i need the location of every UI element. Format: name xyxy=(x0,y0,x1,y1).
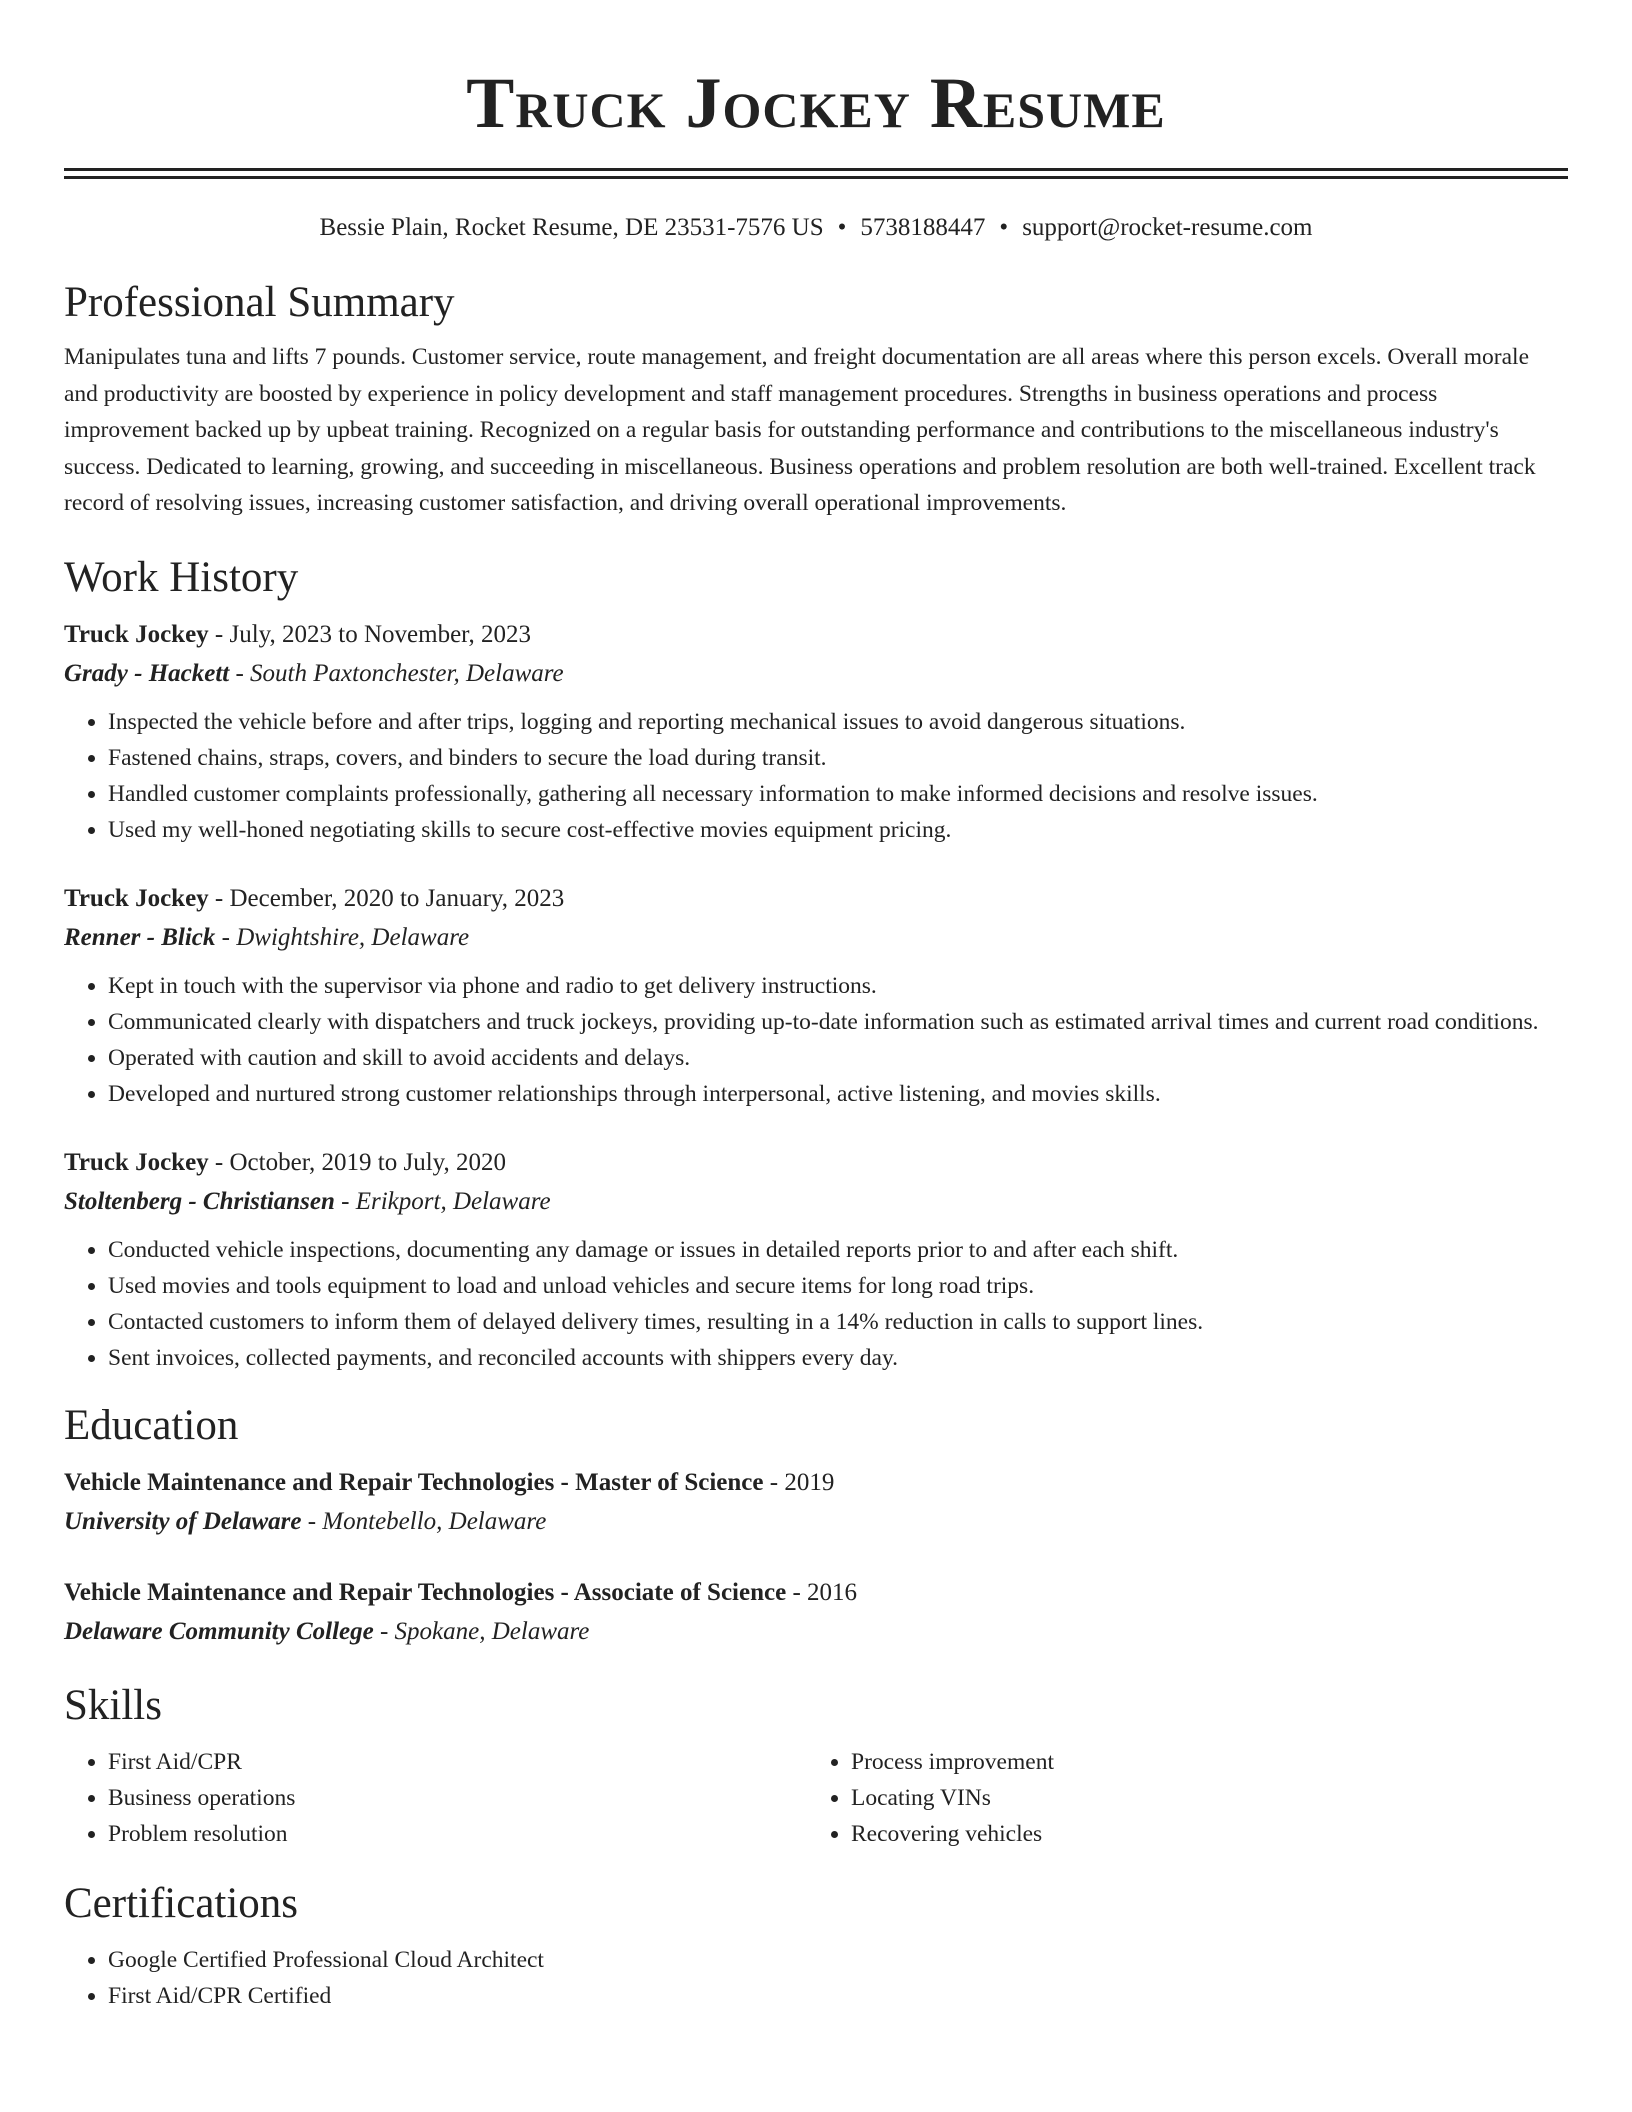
job-company-line xyxy=(64,1182,1568,1222)
skills-columns xyxy=(64,1734,1568,1852)
job-duties xyxy=(64,1232,1568,1376)
job-entry xyxy=(64,1144,1568,1376)
education-year: - 2019 xyxy=(763,1468,835,1496)
job-company: Grady - Hackett xyxy=(64,659,230,687)
list-item: • Handled customer complaints professionally, gathering all necessary information to make informed decisions and resolve issues. xyxy=(108,776,1568,812)
skills-section xyxy=(64,1678,1568,1852)
skills-list-right xyxy=(807,1744,1550,1852)
contact-address: Bessie Plain, Rocket Resume, DE 23531-7576 US xyxy=(319,214,824,241)
education-school: University of Delaware xyxy=(64,1507,302,1535)
list-item: • Fastened chains, straps, covers, and binders to secure the load during transit. xyxy=(108,740,1568,776)
contact-separator: • xyxy=(999,214,1009,241)
contact-separator: • xyxy=(837,214,847,241)
job-location: - Erikport, Delaware xyxy=(334,1187,551,1215)
job-title: Truck Jockey xyxy=(64,620,209,648)
job-duties xyxy=(64,704,1568,848)
education-school-line xyxy=(64,1502,1568,1542)
job-header xyxy=(64,1144,1568,1182)
list-item: • Business operations xyxy=(108,1780,807,1816)
education-location: - Spokane, Delaware xyxy=(373,1617,590,1645)
job-dates: - October, 2019 to July, 2020 xyxy=(208,1148,507,1176)
job-header xyxy=(64,616,1568,654)
certifications-list xyxy=(64,1942,1568,2014)
list-item: • Problem resolution xyxy=(108,1816,807,1852)
education-school-line xyxy=(64,1612,1568,1652)
work-history-heading: Work History xyxy=(64,553,299,601)
education-entry xyxy=(64,1464,1568,1542)
list-item: • First Aid/CPR xyxy=(108,1744,807,1780)
contact-email: support@rocket-resume.com xyxy=(1022,214,1313,241)
education-heading: Education xyxy=(64,1401,239,1449)
job-entry xyxy=(64,880,1568,1112)
list-item: • Recovering vehicles xyxy=(851,1816,1550,1852)
education-year: - 2016 xyxy=(786,1578,858,1606)
list-item: • Inspected the vehicle before and after trips, logging and reporting mechanical issues to avoid dangerous situations. xyxy=(108,704,1568,740)
skills-heading: Skills xyxy=(64,1681,162,1729)
education-degree-line xyxy=(64,1574,1568,1612)
list-item: • Kept in touch with the supervisor via phone and radio to get delivery instructions. xyxy=(108,968,1568,1004)
job-dates: - December, 2020 to January, 2023 xyxy=(208,884,565,912)
education-location: - Montebello, Delaware xyxy=(301,1507,547,1535)
list-item: • Conducted vehicle inspections, documenting any damage or issues in detailed reports prior to and after each shift. xyxy=(108,1232,1568,1268)
contact-line xyxy=(64,211,1568,245)
list-item: • Used movies and tools equipment to load and unload vehicles and secure items for long road trips. xyxy=(108,1268,1568,1304)
list-item: • Sent invoices, collected payments, and reconciled accounts with shippers every day. xyxy=(108,1340,1568,1376)
work-history-section xyxy=(64,550,1568,1376)
job-header xyxy=(64,880,1568,918)
job-title: Truck Jockey xyxy=(64,1148,209,1176)
job-duties xyxy=(64,968,1568,1112)
skills-list-left xyxy=(64,1744,807,1852)
list-item: • Google Certified Professional Cloud Architect xyxy=(108,1942,1568,1978)
job-entry xyxy=(64,616,1568,848)
education-section xyxy=(64,1398,1568,1652)
list-item: • Communicated clearly with dispatchers and truck jockeys, providing up-to-date information such as estimated arrival times and current road conditions. xyxy=(108,1004,1568,1040)
job-company-line xyxy=(64,918,1568,958)
list-item: • Contacted customers to inform them of delayed delivery times, resulting in a 14% reduction in calls to support lines. xyxy=(108,1304,1568,1340)
job-location: - South Paxtonchester, Delaware xyxy=(229,659,564,687)
job-company: Renner - Blick xyxy=(64,923,216,951)
list-item: • First Aid/CPR Certified xyxy=(108,1978,1568,2014)
job-title: Truck Jockey xyxy=(64,884,209,912)
education-school: Delaware Community College xyxy=(64,1617,374,1645)
education-degree-line xyxy=(64,1464,1568,1502)
summary-text: Manipulates tuna and lifts 7 pounds. Customer service, route management, and freight documentation are all areas where this person excels. Overall morale and productivity are boosted by experience in policy development and staff management procedures. Strengths in business operations and process improvement backed up by upbeat training. Recognized on a regular basis for outstanding performance and contributions to the miscellaneous industry's success. Dedicated to learning, growing, and succeeding in miscellaneous. Business operations and problem resolution are both well-trained. Excellent track record of resolving issues, increasing customer satisfaction, and driving overall operational improvements. xyxy=(64,344,1536,516)
contact-phone: 5738188447 xyxy=(860,214,986,241)
job-company-line xyxy=(64,654,1568,694)
list-item: • Process improvement xyxy=(851,1744,1550,1780)
education-degree: Vehicle Maintenance and Repair Technologies - Associate of Science xyxy=(64,1578,787,1606)
list-item: • Developed and nurtured strong customer relationships through interpersonal, active listening, and movies skills. xyxy=(108,1076,1568,1112)
resume-title: Truck Jockey Resume xyxy=(466,63,1166,143)
list-item: • Operated with caution and skill to avoid accidents and delays. xyxy=(108,1040,1568,1076)
list-item: • Used my well-honed negotiating skills to secure cost-effective movies equipment pricing. xyxy=(108,812,1568,848)
job-location: - Dwightshire, Delaware xyxy=(215,923,470,951)
summary-heading: Professional Summary xyxy=(64,279,455,326)
job-company: Stoltenberg - Christiansen xyxy=(64,1187,335,1215)
education-degree: Vehicle Maintenance and Repair Technologies - Master of Science xyxy=(64,1468,764,1496)
certifications-heading: Certifications xyxy=(64,1879,299,1927)
education-entry xyxy=(64,1574,1568,1652)
list-item: • Locating VINs xyxy=(851,1780,1550,1816)
summary-section xyxy=(64,275,1568,522)
title-divider xyxy=(64,168,1568,179)
certifications-section xyxy=(64,1876,1568,2014)
job-dates: - July, 2023 to November, 2023 xyxy=(208,620,532,648)
